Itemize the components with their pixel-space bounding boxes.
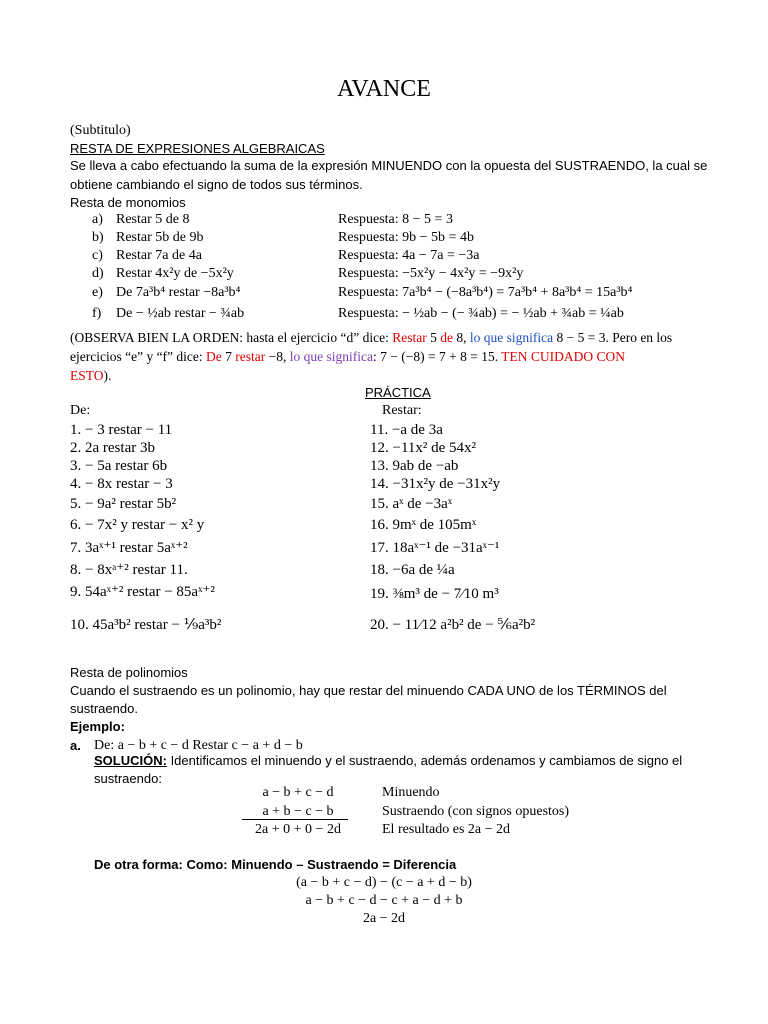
monomio-answer: Respuesta: 9b − 5b = 4b xyxy=(338,230,474,245)
observa-text: 8 − 5 = 3. Pero en los xyxy=(553,330,673,345)
practica-left-item: 4. − 8x restar − 3 xyxy=(70,476,173,492)
practica-right-item: 12. −11x² de 54x² xyxy=(370,440,477,456)
otra-forma-step: (a − b + c − d) − (c − a + d − b) xyxy=(296,875,472,890)
practica-right-item: 18. −6a de ¼a xyxy=(370,562,455,578)
observa-significa: lo que significa xyxy=(469,330,554,345)
otra-forma-text: Como: Minuendo – Sustraendo = Diferencia xyxy=(186,857,457,872)
monomio-expr: Restar 4x²y de −5x²y xyxy=(116,266,234,281)
practica-right-item: 13. 9ab de −ab xyxy=(370,458,459,474)
ejemplo-item-expr: De: a − b + c − d Restar c − a + d − b xyxy=(94,738,303,753)
solucion-text: Identificamos el minuendo y el sustraendo, además ordenamos y cambiamos de signo el xyxy=(166,753,683,768)
monomio-expr: De − ½ab restar − ¾ab xyxy=(116,306,245,321)
sum-divider xyxy=(242,819,348,820)
observa-line-2 xyxy=(70,348,625,366)
monomio-answer: Respuesta: − ½ab − (− ¾ab) = − ½ab + ¾ab = ¼ab xyxy=(338,306,624,321)
practica-left-header: De: xyxy=(70,403,91,418)
observa-line-3 xyxy=(70,367,111,385)
page-title: AVANCE xyxy=(337,76,431,102)
otra-forma-label: De otra forma: xyxy=(94,857,187,872)
observa-restar-2: restar xyxy=(235,349,266,364)
monomio-letter: b) xyxy=(92,230,104,245)
polinomios-text-2: sustraendo. xyxy=(70,701,138,716)
observa-text: (OBSERVA BIEN LA ORDEN: hasta el ejercicio “d” dice: xyxy=(70,330,393,345)
section-heading: RESTA DE EXPRESIONES ALGEBRAICAS xyxy=(70,141,325,156)
practica-right-item: 11. −a de 3a xyxy=(370,422,443,438)
resultado-desc: El resultado es 2a − 2d xyxy=(382,822,511,837)
monomio-letter: a) xyxy=(92,212,103,227)
practica-left-item: 8. − 8xᵃ⁺² restar 11. xyxy=(70,562,188,578)
practica-right-header: Restar: xyxy=(382,403,422,418)
monomio-expr: Restar 5 de 8 xyxy=(116,212,190,227)
observa-text: ). xyxy=(103,368,112,383)
solucion-text-2: sustraendo: xyxy=(94,771,162,786)
solucion-line xyxy=(94,752,682,770)
practica-right-item: 14. −31x²y de −31x²y xyxy=(370,476,501,492)
monomio-letter: f) xyxy=(92,306,102,321)
minuendo-expr: a − b + c − d xyxy=(262,785,334,800)
observa-restar: Restar xyxy=(392,330,427,345)
practica-right-item: 17. 18aˣ⁻¹ de −31aˣ⁻¹ xyxy=(370,540,500,556)
intro-line-1 xyxy=(70,157,707,175)
monomio-answer: Respuesta: −5x²y − 4x²y = −9x²y xyxy=(338,266,524,281)
observa-de: de xyxy=(440,330,453,345)
polinomios-heading: Resta de polinomios xyxy=(70,665,188,680)
intro-line-2: obtiene cambiando el signo de todos sus términos. xyxy=(70,177,363,192)
observa-cuidado: TEN CUIDADO CON xyxy=(501,349,625,364)
intro-text-e: , la cual se xyxy=(645,158,708,173)
practica-left-item: 2. 2a restar 3b xyxy=(70,440,155,456)
observa-text: 5 xyxy=(426,330,441,345)
solucion-label: SOLUCIÓN: xyxy=(94,753,167,768)
observa-text: ejercicios “e” y “f” dice: xyxy=(70,349,207,364)
ejemplo-label: Ejemplo: xyxy=(70,719,125,734)
practica-left-item: 7. 3aˣ⁺¹ restar 5aˣ⁺² xyxy=(70,540,188,556)
practica-left-item: 9. 54aˣ⁺² restar − 85aˣ⁺² xyxy=(70,584,215,600)
observa-text: 8, xyxy=(452,330,470,345)
ejemplo-item-letter: a. xyxy=(70,738,81,753)
observa-esto: ESTO xyxy=(70,368,104,383)
practica-right-item: 16. 9mˣ de 105mˣ xyxy=(370,517,477,533)
practica-heading: PRÁCTICA xyxy=(365,385,431,400)
subtitle: (Subtitulo) xyxy=(70,123,131,138)
resultado-expr: 2a + 0 + 0 − 2d xyxy=(255,822,341,837)
observa-line-1 xyxy=(70,329,672,347)
intro-text-c: con la opuesta del xyxy=(442,158,555,173)
monomio-letter: e) xyxy=(92,285,103,300)
observa-text: : 7 − (−8) = 7 + 8 = 15. xyxy=(373,349,502,364)
monomios-heading: Resta de monomios xyxy=(70,195,186,210)
practica-right-item: 15. aˣ de −3aˣ xyxy=(370,496,453,512)
practica-right-item: 19. ⅜m³ de − 7⁄10 m³ xyxy=(370,586,499,602)
practica-left-item: 5. − 9a² restar 5b² xyxy=(70,496,177,512)
monomio-expr: Restar 7a de 4a xyxy=(116,248,202,263)
monomio-answer: Respuesta: 7a³b⁴ − (−8a³b⁴) = 7a³b⁴ + 8a³b⁴ = 15a³b⁴ xyxy=(338,285,633,300)
observa-text: −8, xyxy=(265,349,290,364)
observa-text: 7 xyxy=(221,349,236,364)
practica-left-item: 10. 45a³b² restar − ⅑a³b² xyxy=(70,617,222,633)
monomio-expr: Restar 5b de 9b xyxy=(116,230,204,245)
monomio-letter: c) xyxy=(92,248,103,263)
otra-forma-line xyxy=(94,856,456,874)
intro-text-a: Se lleva a cabo efectuando la suma de la expresión xyxy=(70,158,372,173)
observa-de-2: De xyxy=(206,349,222,364)
monomio-letter: d) xyxy=(92,266,104,281)
practica-left-item: 1. − 3 restar − 11 xyxy=(70,422,173,438)
monomio-answer: Respuesta: 8 − 5 = 3 xyxy=(338,212,453,227)
practica-right-item: 20. − 11⁄12 a²b² de − ⅚a²b² xyxy=(370,617,536,633)
otra-forma-step: a − b + c − d − c + a − d + b xyxy=(305,893,463,908)
sustraendo-expr: a + b − c − b xyxy=(262,804,334,819)
practica-left-item: 6. − 7x² y restar − x² y xyxy=(70,517,205,533)
otra-forma-step: 2a − 2d xyxy=(362,911,406,926)
monomio-answer: Respuesta: 4a − 7a = −3a xyxy=(338,248,480,263)
intro-sustraendo: SUSTRAENDO xyxy=(554,158,646,173)
monomio-expr: De 7a³b⁴ restar −8a³b⁴ xyxy=(116,285,241,300)
minuendo-desc: Minuendo xyxy=(382,785,440,800)
sustraendo-desc: Sustraendo (con signos opuestos) xyxy=(382,804,570,819)
observa-significa-2: lo que significa xyxy=(289,349,374,364)
intro-minuendo: MINUENDO xyxy=(371,158,443,173)
practica-left-item: 3. − 5a restar 6b xyxy=(70,458,168,474)
polinomios-text-1: Cuando el sustraendo es un polinomio, hay que restar del minuendo CADA UNO de los TÉRMINOS del xyxy=(70,683,667,698)
